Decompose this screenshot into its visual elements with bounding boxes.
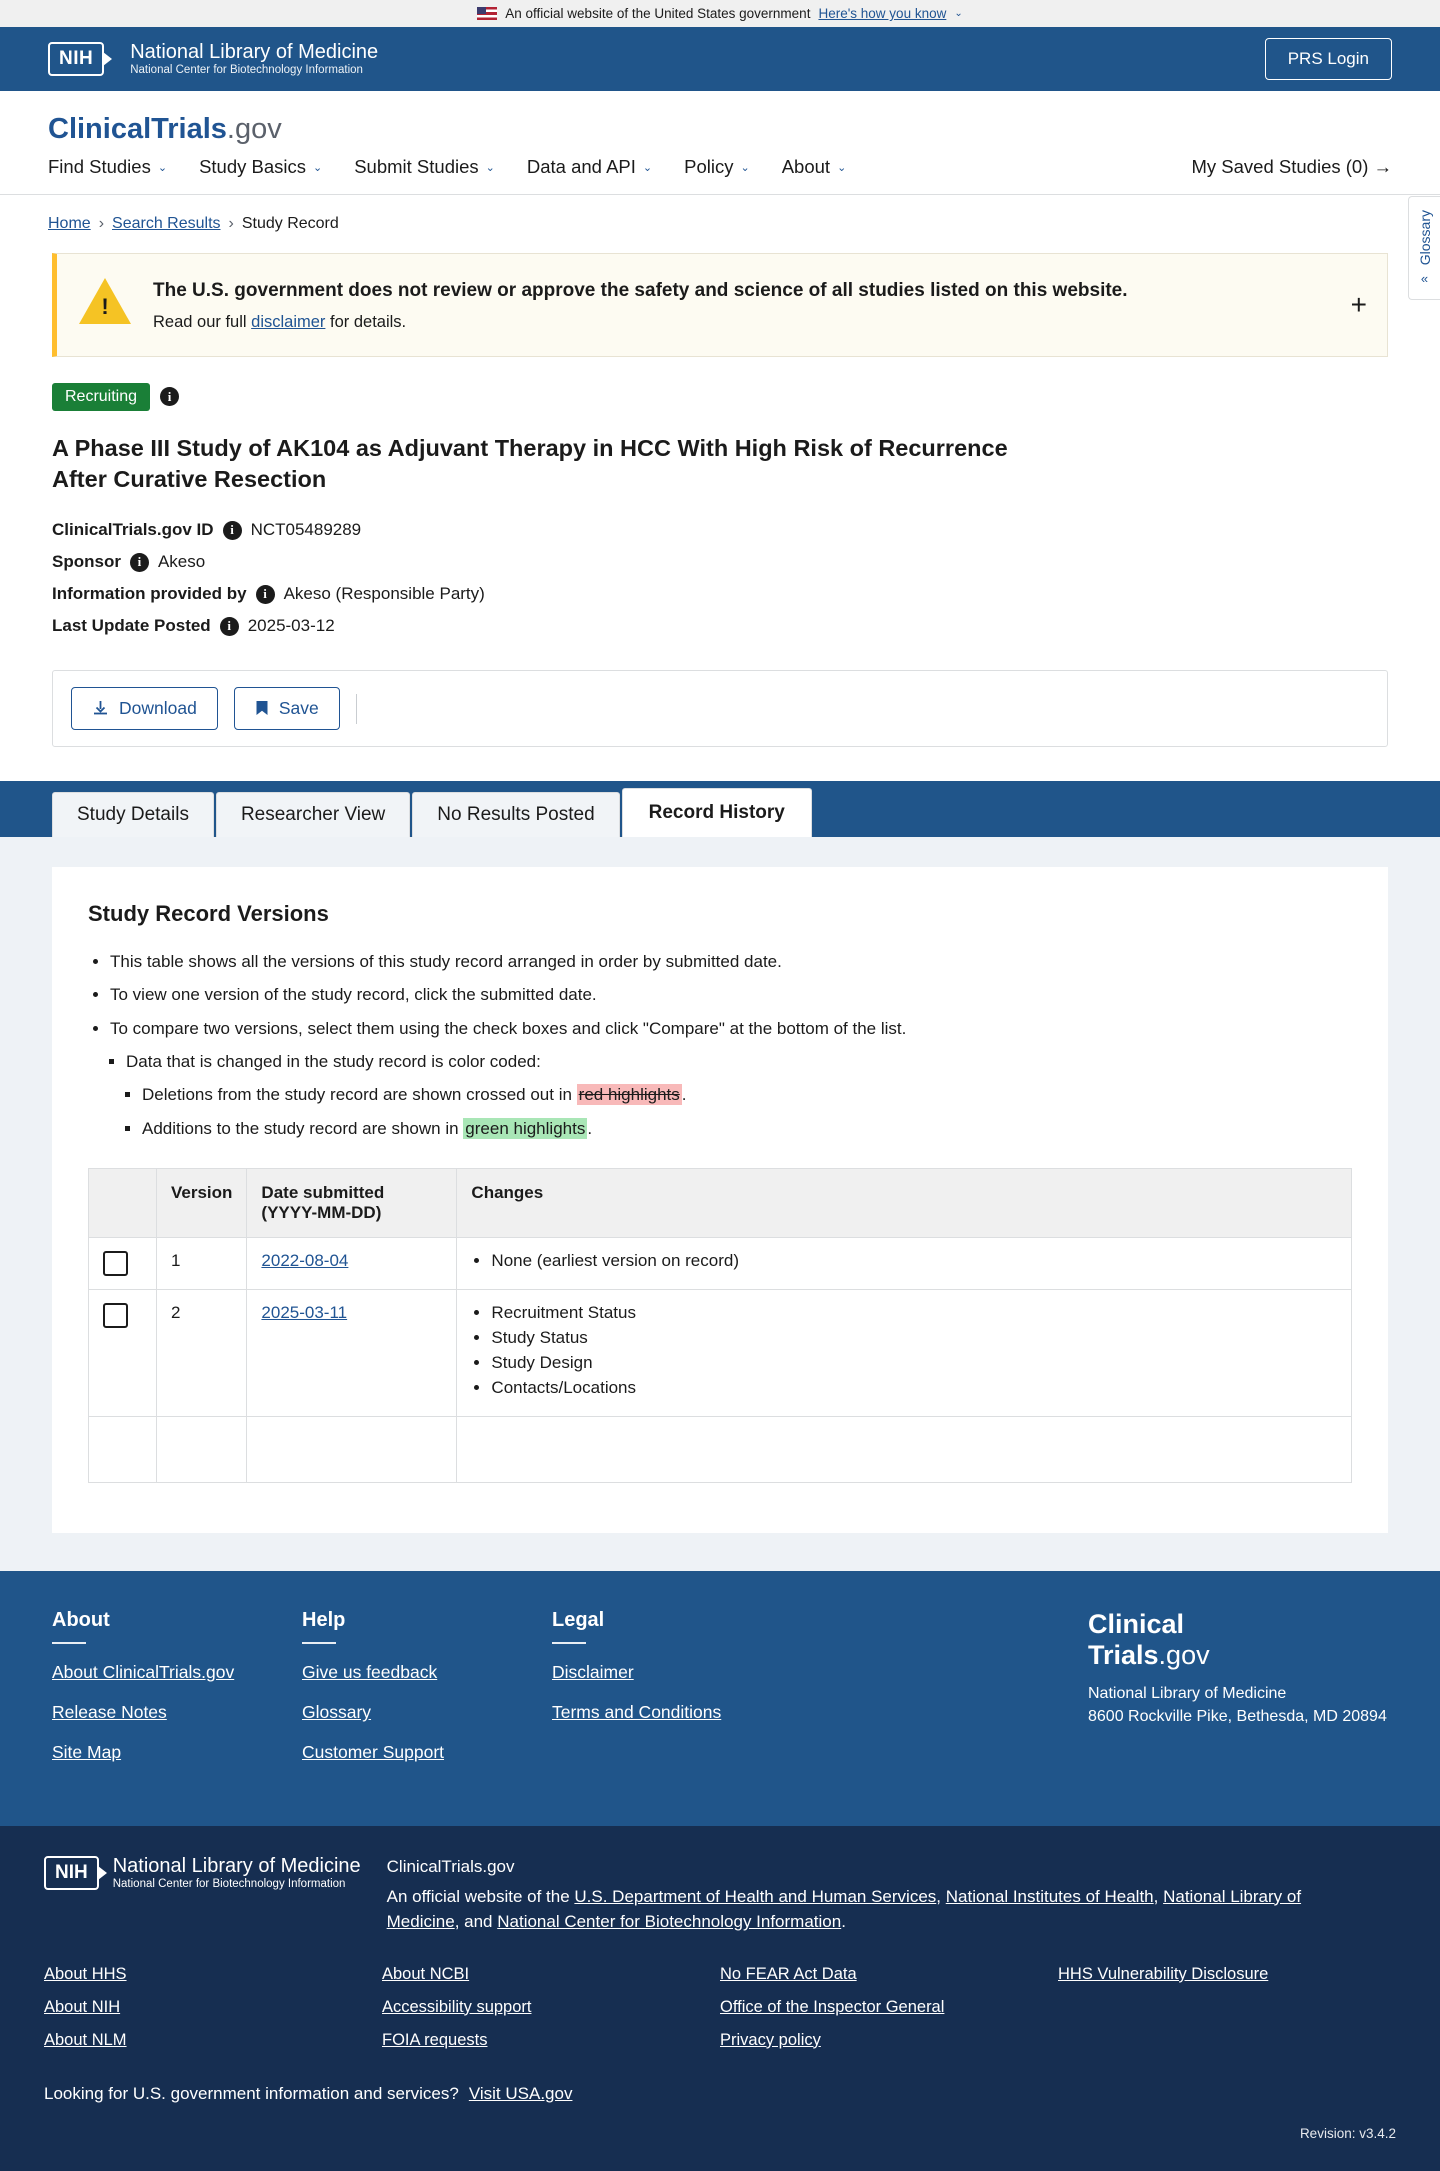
- change-item: • Study Design: [491, 1353, 1337, 1373]
- study-header: [0, 383, 1440, 747]
- meta-value: NCT05489289: [250, 520, 362, 540]
- nih-header-titles: [130, 41, 378, 77]
- footer-org: National Library of Medicine: [1088, 1685, 1287, 1703]
- footer-nlm: [0, 1826, 1440, 2171]
- change-item: • Recruitment Status: [491, 1303, 1337, 1323]
- footer-link-feedback[interactable]: Give us feedback: [302, 1662, 438, 1683]
- instruction-item: • To compare two versions, select them using the check boxes and click "Compare" at the bottom of the list.: [110, 1016, 1352, 1042]
- my-saved-studies-link[interactable]: My Saved Studies (0) →: [1191, 156, 1392, 177]
- action-bar: [52, 670, 1388, 747]
- footer-link-privacy[interactable]: Privacy policy: [720, 2030, 821, 2049]
- breadcrumb: [0, 195, 1440, 245]
- chevron-down-icon: ⌄: [740, 161, 750, 174]
- glossary-side-tab[interactable]: [1408, 196, 1440, 300]
- official-suffix: .: [841, 1912, 846, 1932]
- addition-suffix: .: [587, 1118, 593, 1138]
- info-icon[interactable]: i: [256, 585, 275, 604]
- footer-links-col-4: [1058, 1965, 1396, 2064]
- breadcrumb-search-results[interactable]: Search Results: [112, 215, 221, 232]
- nih-logo: NIH: [44, 1856, 99, 1890]
- nav-label: About: [781, 156, 831, 177]
- footer-links-col-2: [382, 1965, 720, 2064]
- usa-gov-link[interactable]: Visit USA.gov: [468, 2083, 573, 2103]
- nav-item-data-and-api[interactable]: [527, 156, 652, 178]
- green-highlight-sample: green highlights: [465, 1118, 586, 1138]
- row-changes: [457, 1238, 1352, 1290]
- row-select-cell: [89, 1290, 157, 1417]
- download-icon: [92, 700, 109, 717]
- disclaimer-headline: The U.S. government does not review or approve the safety and science of all studies listed on this website.: [153, 280, 1128, 301]
- nih-header-title: National Library of Medicine: [130, 40, 379, 63]
- gov-banner: [0, 0, 1440, 27]
- red-highlight-sample: red highlights: [578, 1085, 680, 1105]
- meta-label: Information provided by: [52, 584, 247, 604]
- row-date: [247, 1238, 457, 1290]
- disclaimer-expand-button[interactable]: +: [1350, 288, 1367, 320]
- breadcrumb-home[interactable]: Home: [48, 215, 91, 232]
- footer-link-grid: [44, 1965, 1396, 2064]
- footer-nlm-title: National Library of Medicine: [112, 1855, 361, 1878]
- th-date-submitted: [247, 1169, 457, 1238]
- th-changes: Changes: [457, 1169, 1352, 1238]
- disclaimer-banner: [52, 253, 1388, 357]
- color-code-deletion: [120, 1082, 1352, 1142]
- addition-line: [142, 1116, 1352, 1142]
- official-link-nih[interactable]: National Institutes of Health: [945, 1886, 1154, 1906]
- th-select: [89, 1169, 157, 1238]
- footer-link-vulnerability-disclosure[interactable]: HHS Vulnerability Disclosure: [1058, 1964, 1269, 1983]
- instruction-item: • This table shows all the versions of this study record arranged in order by submitted date.: [110, 949, 1352, 975]
- info-icon[interactable]: i: [220, 617, 239, 636]
- chevron-down-icon[interactable]: ⌄: [954, 8, 963, 19]
- action-divider: [356, 694, 357, 724]
- chevron-down-icon: ⌄: [313, 161, 323, 174]
- official-link-hhs[interactable]: U.S. Department of Health and Human Services: [574, 1886, 937, 1906]
- footer-link-accessibility[interactable]: Accessibility support: [382, 1997, 532, 2016]
- footer-brand-suffix: .gov: [1158, 1640, 1210, 1671]
- meta-row-information-provided-by: [52, 584, 1388, 604]
- footer-link-about-nih[interactable]: About NIH: [44, 1997, 121, 2016]
- footer-link-foia[interactable]: FOIA requests: [382, 2030, 488, 2049]
- main-content: [0, 837, 1440, 1571]
- footer-rule: [302, 1642, 336, 1644]
- footer-link-release-notes[interactable]: Release Notes: [52, 1702, 167, 1723]
- deletion-prefix: Deletions from the study record are shown crossed out in: [142, 1085, 577, 1105]
- disclaimer-sub-prefix: Read our full: [153, 312, 252, 331]
- meta-label: Last Update Posted: [52, 616, 211, 636]
- chevron-down-icon: ⌄: [642, 161, 653, 174]
- record-history-instructions: [88, 949, 1352, 1142]
- meta-value: Akeso (Responsible Party): [283, 584, 485, 604]
- chevron-down-icon: ⌄: [485, 161, 495, 174]
- double-chevron-left-icon: «: [1420, 271, 1429, 287]
- footer-cell: [247, 1417, 457, 1483]
- footer-address: [1088, 1683, 1388, 1728]
- footer-link-about-clinicaltrials[interactable]: About ClinicalTrials.gov: [52, 1662, 235, 1683]
- footer-col-legal: [552, 1609, 802, 1782]
- color-code-intro: ▪ Data that is changed in the study record is color coded:: [126, 1049, 1352, 1075]
- usa-gov-line: [44, 2084, 1396, 2104]
- official-joiner: , and: [454, 1912, 498, 1932]
- bookmark-icon: [255, 700, 269, 717]
- row-date: [247, 1290, 457, 1417]
- change-item: • Study Status: [491, 1328, 1337, 1348]
- footer-link-disclaimer[interactable]: Disclaimer: [552, 1662, 634, 1683]
- footer-link-customer-support[interactable]: Customer Support: [302, 1742, 445, 1763]
- meta-row-id: [52, 520, 1388, 540]
- color-code-group: [104, 1049, 1352, 1142]
- nav-item-about[interactable]: [782, 156, 847, 178]
- footer-nlm-titles: [113, 1854, 361, 1892]
- table-row: [89, 1290, 1352, 1417]
- footer-link-glossary[interactable]: Glossary: [302, 1702, 372, 1723]
- warning-triangle-icon: !: [79, 278, 131, 325]
- version-checkbox[interactable]: [103, 1303, 128, 1328]
- footer-site-name: ClinicalTrials.gov: [386, 1857, 515, 1877]
- breadcrumb-current: Study Record: [241, 215, 339, 232]
- gov-banner-text: An official website of the United States government: [505, 6, 811, 21]
- nav-item-find-studies[interactable]: [48, 156, 167, 178]
- row-changes: [457, 1290, 1352, 1417]
- footer-col-help: [302, 1609, 552, 1782]
- official-link-ncbi[interactable]: National Center for Biotechnology Information: [497, 1912, 842, 1932]
- meta-row-sponsor: [52, 552, 1388, 572]
- page-title: A Phase III Study of AK104 as Adjuvant Therapy in HCC With High Risk of Recurrence After Curative Resection: [52, 434, 1008, 493]
- site-title-main: ClinicalTrials: [48, 113, 227, 145]
- footer-cell: [157, 1417, 247, 1483]
- footer-nlm-top: [44, 1854, 1396, 1935]
- footer-col-about: [52, 1609, 302, 1782]
- nih-logo: NIH: [48, 42, 104, 76]
- download-label: Download: [119, 698, 197, 719]
- meta-row-last-update-posted: [52, 616, 1388, 636]
- save-button[interactable]: [234, 687, 340, 730]
- footer-cell: [89, 1417, 157, 1483]
- footer-brand-line1: Clinical: [1088, 1609, 1185, 1640]
- meta-value: 2025-03-12: [247, 616, 335, 636]
- site-title-suffix: .gov: [226, 113, 282, 145]
- info-icon[interactable]: i: [223, 521, 242, 540]
- footer-rule: [552, 1642, 586, 1644]
- footer-brand: [1088, 1609, 1388, 1782]
- footer-link-about-hhs[interactable]: About HHS: [44, 1964, 127, 1983]
- table-header-row: [89, 1169, 1352, 1238]
- deletion-suffix: .: [681, 1085, 687, 1105]
- prs-login-button[interactable]: PRS Login: [1265, 38, 1392, 80]
- version-checkbox[interactable]: [103, 1251, 128, 1276]
- footer-links-col-3: [720, 1965, 1058, 2064]
- footer-link-about-nlm[interactable]: About NLM: [44, 2030, 127, 2049]
- us-flag-icon: [477, 7, 497, 20]
- record-history-card: [52, 867, 1388, 1533]
- versions-table: [88, 1168, 1352, 1483]
- nih-header-subtitle: National Center for Biotechnology Information: [130, 63, 363, 76]
- footer-main: [0, 1571, 1440, 1826]
- breadcrumb-separator: ›: [98, 215, 105, 232]
- footer-official-text: An official website of the U.S. Department of Health and Human Services, National Institutes of Health, National Library of Medicine, and National Center for Biotechnology Information.: [386, 1886, 1302, 1932]
- row-select-cell: [89, 1238, 157, 1290]
- row-version: 2: [157, 1290, 247, 1417]
- info-icon[interactable]: i: [160, 387, 179, 406]
- section-heading: Study Record Versions: [88, 901, 329, 927]
- footer-brand-name: [1088, 1609, 1388, 1671]
- main-nav: [0, 156, 1440, 195]
- footer-link-about-ncbi[interactable]: About NCBI: [382, 1964, 470, 1983]
- nav-item-policy[interactable]: [684, 156, 750, 178]
- footer-rule: [52, 1642, 86, 1644]
- tab-no-results-posted[interactable]: No Results Posted: [412, 792, 619, 837]
- breadcrumb-separator: ›: [228, 215, 234, 232]
- how-you-know-link[interactable]: Here's how you know: [818, 6, 947, 21]
- footer-links-col-1: [44, 1965, 382, 2064]
- tab-study-details[interactable]: Study Details: [52, 792, 214, 837]
- tab-researcher-view[interactable]: Researcher View: [216, 792, 410, 837]
- change-item: • None (earliest version on record): [491, 1251, 1337, 1271]
- disclaimer-link[interactable]: disclaimer: [251, 312, 326, 331]
- footer-cell: [457, 1417, 1352, 1483]
- footer-nlm-subtitle: National Center for Biotechnology Information: [112, 1878, 346, 1891]
- nih-logo-group[interactable]: [48, 41, 378, 77]
- meta-label: ClinicalTrials.gov ID: [52, 520, 214, 540]
- footer-link-site-map[interactable]: Site Map: [52, 1742, 122, 1763]
- table-row: [89, 1238, 1352, 1290]
- revision-label: Revision: v3.4.2: [1299, 2125, 1396, 2141]
- th-date-line1: Date submitted: [261, 1183, 385, 1203]
- nav-label: Submit Studies: [354, 156, 479, 177]
- nav-items: [48, 156, 846, 178]
- table-footer-row: [89, 1417, 1352, 1483]
- info-icon[interactable]: i: [130, 553, 149, 572]
- site-title[interactable]: [48, 113, 1392, 146]
- disclaimer-sub-suffix: for details.: [325, 312, 407, 331]
- footer-heading: About: [52, 1609, 110, 1632]
- chevron-down-icon: ⌄: [837, 161, 847, 174]
- site-title-wrap: [0, 91, 1440, 156]
- nav-label: Find Studies: [48, 156, 151, 177]
- meta-label: Sponsor: [52, 552, 121, 572]
- footer-nlm-official: [387, 1854, 1347, 1935]
- version-date-link[interactable]: 2022-08-04: [261, 1251, 349, 1271]
- tab-record-history[interactable]: Record History: [622, 788, 812, 837]
- disclaimer-subtext: [153, 313, 1128, 332]
- nav-item-study-basics[interactable]: [199, 156, 322, 178]
- footer-heading: Help: [302, 1609, 346, 1632]
- footer-brand-line2: Trials: [1088, 1640, 1159, 1671]
- th-date-line2: (YYYY-MM-DD): [261, 1203, 382, 1223]
- addition-prefix: Additions to the study record are shown in: [142, 1118, 464, 1138]
- instruction-item: • To view one version of the study record, click the submitted date.: [110, 982, 1352, 1008]
- save-label: Save: [278, 698, 319, 719]
- footer-link-inspector-general[interactable]: Office of the Inspector General: [720, 1997, 945, 2016]
- version-date-link[interactable]: 2025-03-11: [261, 1303, 348, 1323]
- official-prefix: An official website of the: [386, 1886, 575, 1906]
- footer-link-terms[interactable]: Terms and Conditions: [552, 1702, 722, 1723]
- footer-street: 8600 Rockville Pike, Bethesda, MD 20894: [1088, 1707, 1387, 1725]
- nih-header: [0, 27, 1440, 91]
- glossary-tab-label: Glossary: [1416, 209, 1433, 266]
- official-link-nlm[interactable]: National Library of Medicine: [386, 1886, 1302, 1932]
- deletion-line: [142, 1082, 1352, 1108]
- chevron-down-icon: ⌄: [157, 161, 168, 174]
- status-badge: Recruiting: [52, 383, 150, 411]
- footer-heading: Legal: [552, 1609, 605, 1632]
- nav-label: Study Basics: [199, 156, 306, 177]
- th-version: Version: [157, 1169, 247, 1238]
- nav-label: Policy: [684, 156, 734, 177]
- change-item: • Contacts/Locations: [491, 1378, 1337, 1398]
- download-button[interactable]: [71, 687, 218, 730]
- row-version: 1: [157, 1238, 247, 1290]
- footer-link-no-fear[interactable]: No FEAR Act Data: [720, 1964, 857, 1983]
- footer-nlm-logo-group[interactable]: [44, 1854, 361, 1892]
- usa-gov-text: Looking for U.S. government information and services?: [44, 2083, 459, 2103]
- nav-label: Data and API: [526, 156, 636, 177]
- meta-value: Akeso: [157, 552, 206, 572]
- status-row: [52, 383, 1388, 411]
- nav-item-submit-studies[interactable]: [354, 156, 495, 178]
- study-tabs: [0, 781, 1440, 837]
